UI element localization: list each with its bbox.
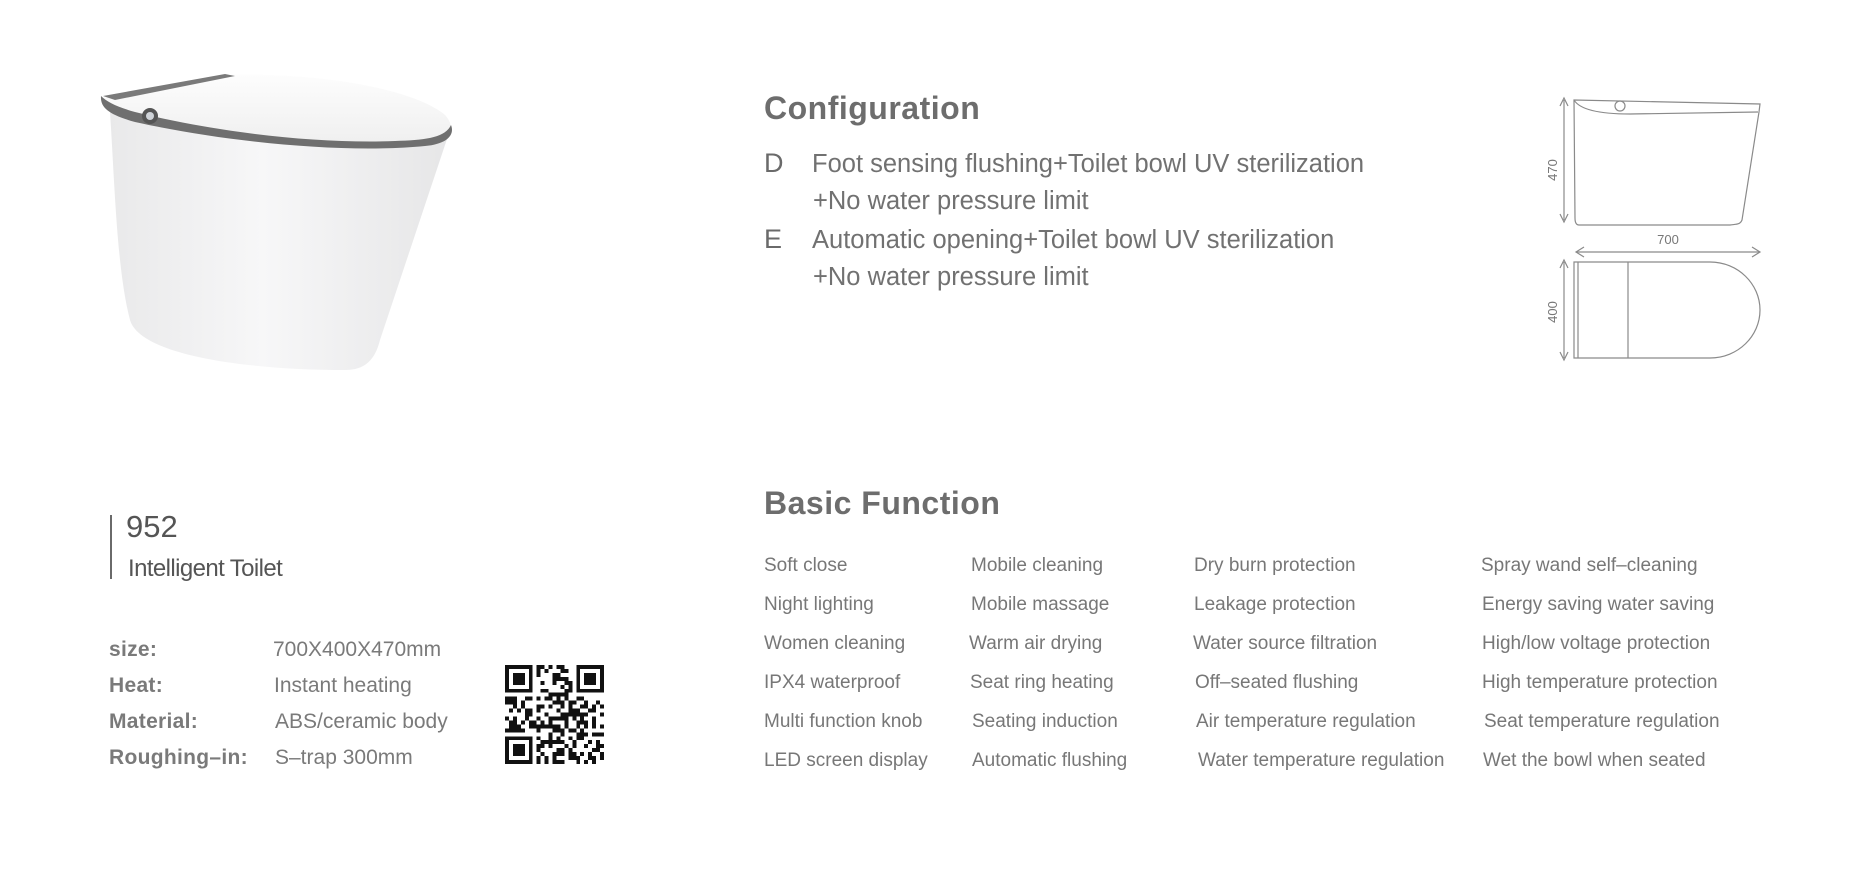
config-option-line1: Automatic opening+Toilet bowl UV sterilization <box>812 226 1335 254</box>
function-item: Off–seated flushing <box>1195 672 1359 693</box>
spec-value-size: 700X400X470mm <box>273 638 442 661</box>
function-item: Spray wand self–cleaning <box>1481 555 1698 576</box>
model-name: Intelligent Toilet <box>128 555 283 582</box>
function-item: Seating induction <box>972 711 1118 732</box>
spec-label-material: Material: <box>109 710 199 733</box>
qr-code <box>505 665 604 764</box>
function-item: Water source filtration <box>1193 633 1378 654</box>
function-item: LED screen display <box>764 750 928 771</box>
function-item: IPX4 waterproof <box>764 672 901 693</box>
spec-label-size: size: <box>109 638 158 661</box>
function-item: Water temperature regulation <box>1198 750 1445 771</box>
function-item: High temperature protection <box>1482 672 1718 693</box>
function-item: Automatic flushing <box>972 750 1128 771</box>
configuration-title: Configuration <box>764 90 981 126</box>
function-item: Dry burn protection <box>1194 555 1356 576</box>
function-item: Soft close <box>764 555 848 576</box>
config-option-d <box>764 148 1364 179</box>
function-item: Warm air drying <box>969 633 1103 654</box>
dimension-drawing <box>1540 92 1770 382</box>
function-item: Multi function knob <box>764 711 923 732</box>
function-item: High/low voltage protection <box>1482 633 1711 654</box>
dimension-length-label: 700 <box>1657 232 1679 247</box>
function-item: Energy saving water saving <box>1482 594 1715 615</box>
spec-value-roughing-in: S–trap 300mm <box>275 746 413 769</box>
basic-function-title: Basic Function <box>764 485 1001 521</box>
dimension-height-label: 470 <box>1545 159 1560 181</box>
model-divider <box>110 515 112 579</box>
function-item: Seat temperature regulation <box>1484 711 1720 732</box>
function-item: Seat ring heating <box>970 672 1114 693</box>
spec-value-heat: Instant heating <box>274 674 412 697</box>
config-option-d-line2: +No water pressure limit <box>813 187 1089 215</box>
config-option-letter: D <box>764 148 784 178</box>
spec-label-heat: Heat: <box>109 674 164 697</box>
function-item: Mobile massage <box>971 594 1110 615</box>
spec-label-roughing-in: Roughing–in: <box>109 746 248 769</box>
model-number: 952 <box>126 509 178 544</box>
function-item: Night lighting <box>764 594 874 615</box>
config-option-letter: E <box>764 224 783 254</box>
config-option-e-line2: +No water pressure limit <box>813 263 1089 291</box>
dimension-width-label: 400 <box>1545 301 1560 323</box>
function-item: Women cleaning <box>764 633 906 654</box>
function-item: Wet the bowl when seated <box>1483 750 1706 771</box>
config-option-line1: Foot sensing flushing+Toilet bowl UV sterilization <box>812 150 1365 178</box>
product-image <box>95 70 465 380</box>
function-item: Air temperature regulation <box>1196 711 1416 732</box>
spec-value-material: ABS/ceramic body <box>275 710 448 733</box>
config-option-e <box>764 224 1334 255</box>
function-item: Mobile cleaning <box>971 555 1104 576</box>
function-item: Leakage protection <box>1194 594 1356 615</box>
